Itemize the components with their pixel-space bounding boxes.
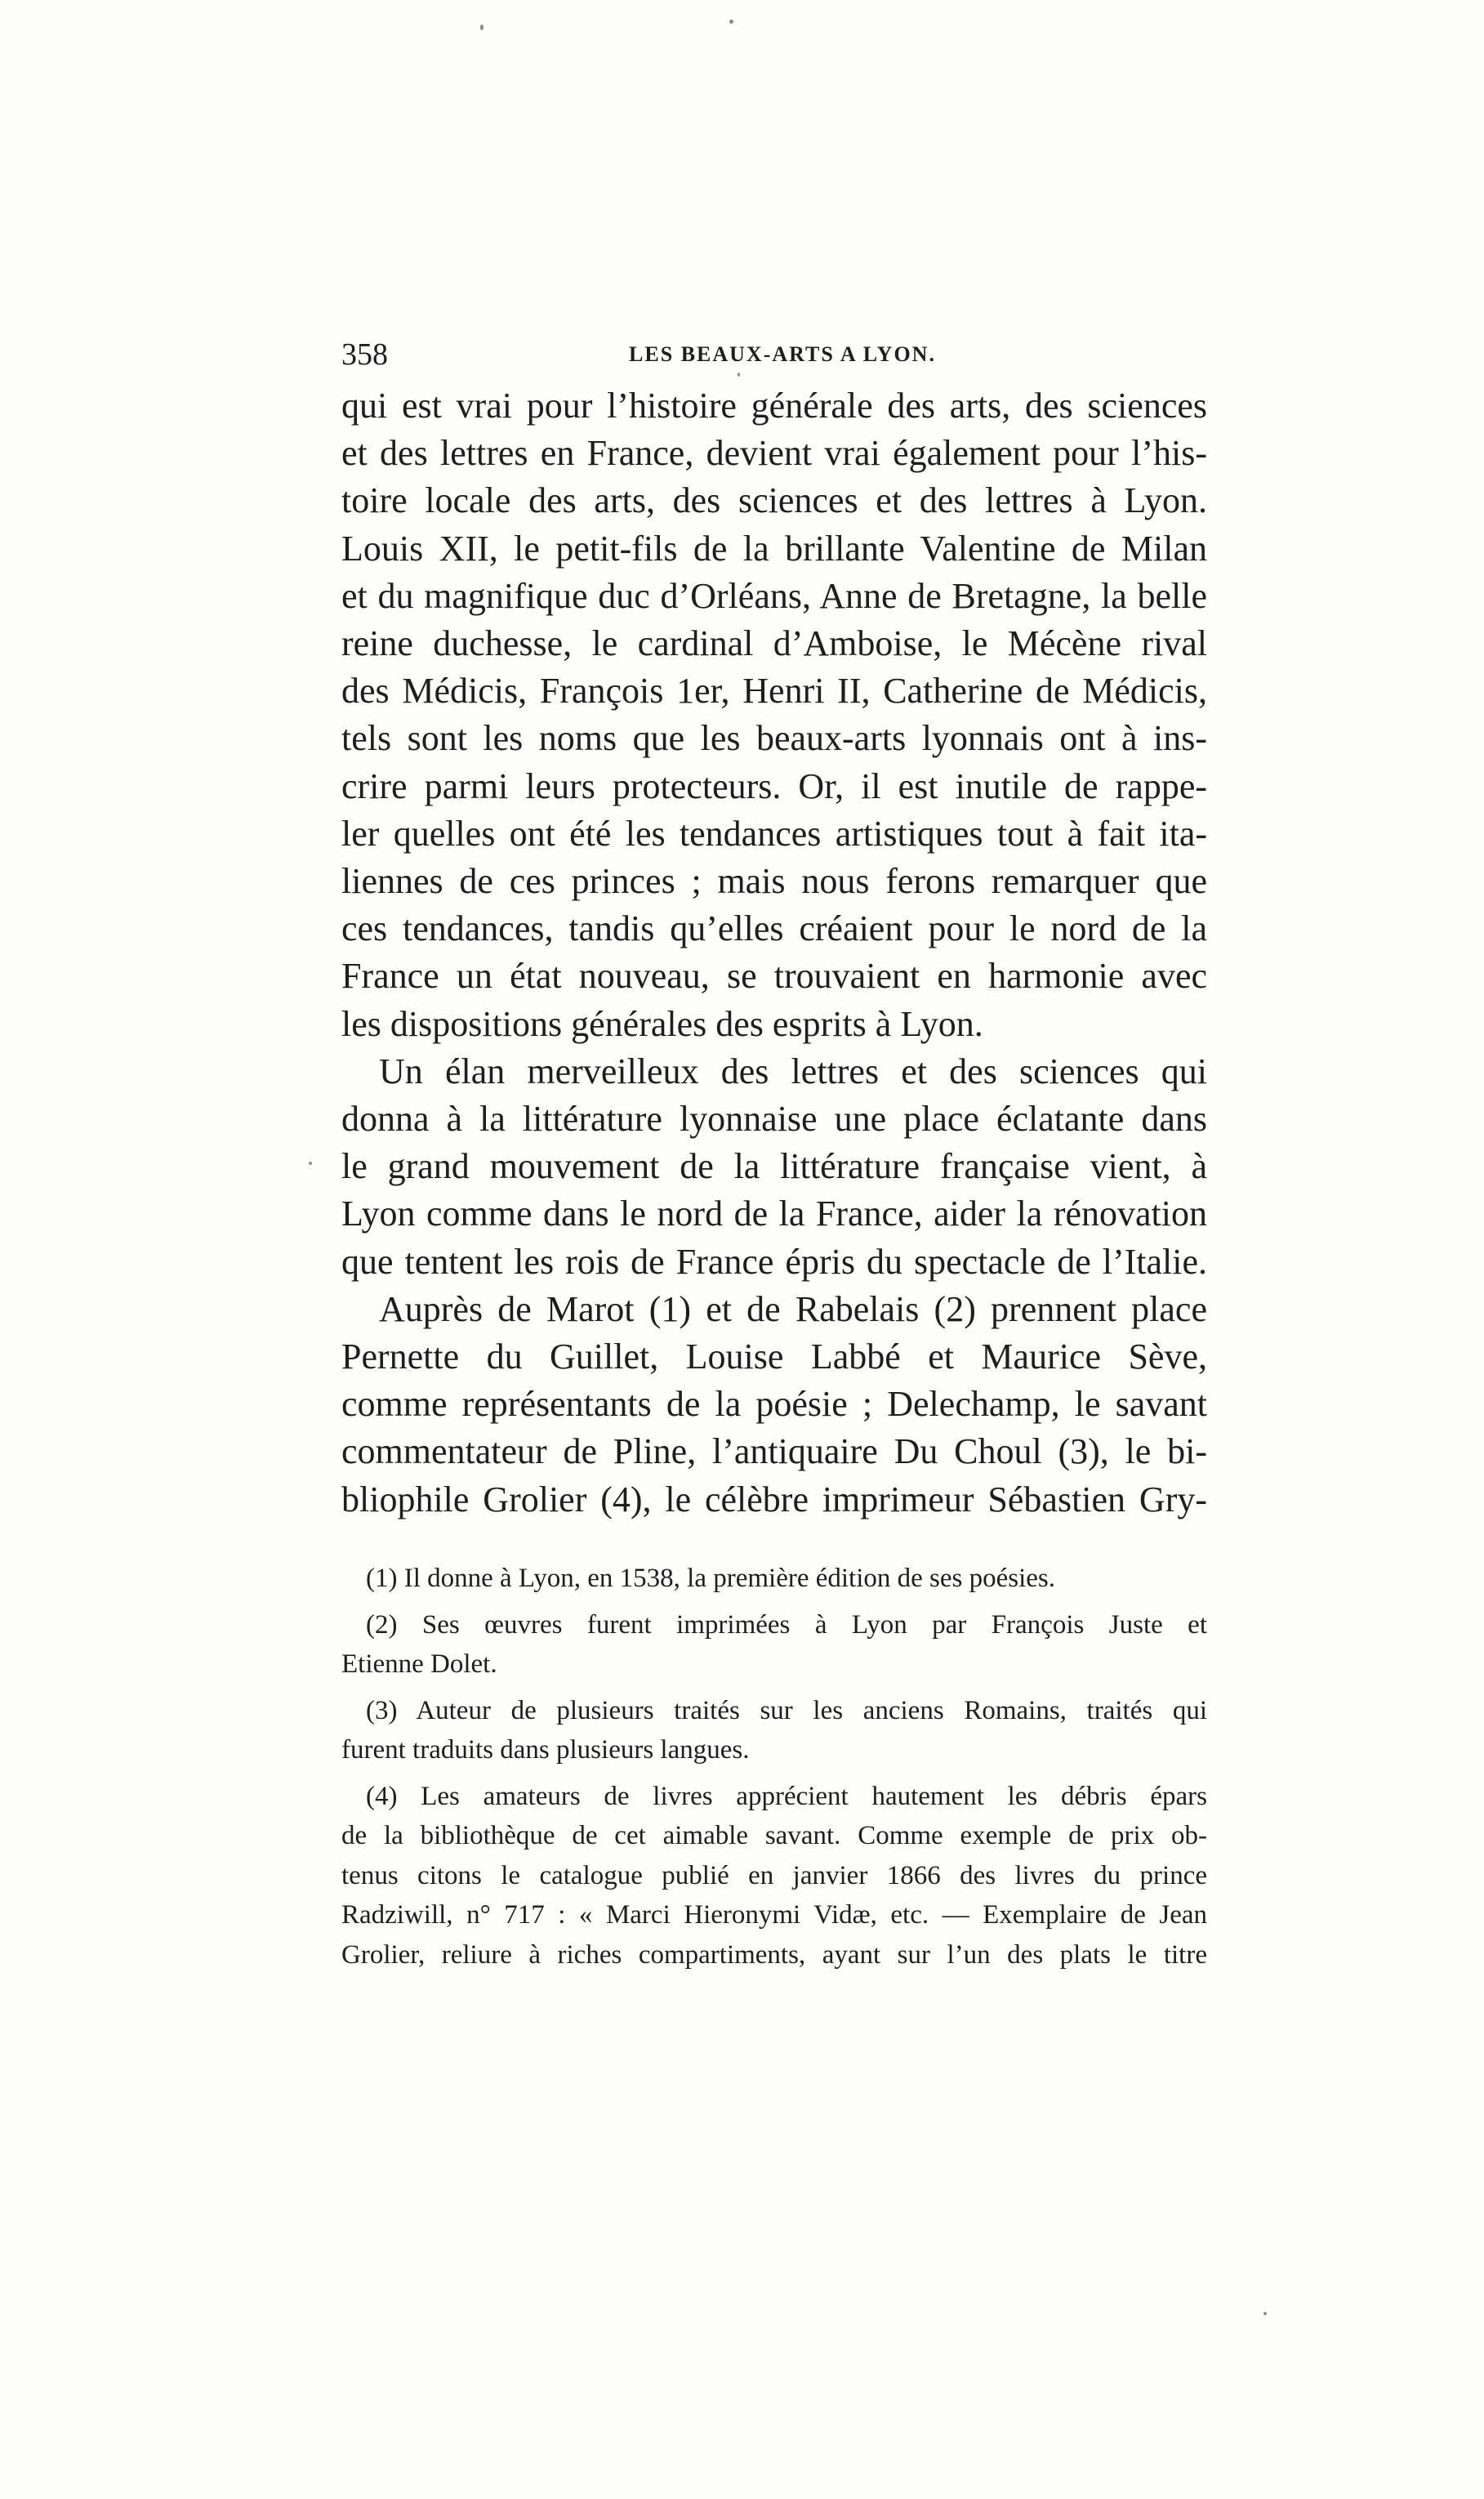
- text-line: qui est vrai pour l’histoire générale des arts, des sciences: [341, 386, 1207, 426]
- text-line: des Médicis, François 1er, Henri II, Catherine de Médicis,: [341, 671, 1207, 712]
- footnote-line: Radziwill, n° 717 : « Marci Hieronymi Vidæ, etc. — Exemplaire de Jean: [341, 1900, 1207, 1930]
- text-line: donna à la littérature lyonnaise une place éclatante dans: [341, 1099, 1207, 1140]
- scan-speck: [729, 20, 733, 24]
- footnote-line: furent traduits dans plusieurs langues.: [341, 1735, 750, 1765]
- text-line: que tentent les rois de France épris du spectacle de l’Italie.: [341, 1241, 1207, 1282]
- footnote-line: de la bibliothèque de cet aimable savant. Comme exemple de prix ob-: [341, 1821, 1207, 1850]
- text-line: ler quelles ont été les tendances artistiques tout à fait ita-: [341, 813, 1207, 854]
- footnote-line: (4) Les amateurs de livres apprécient hautement les débris épars: [366, 1781, 1207, 1811]
- paragraph: [341, 1048, 1207, 1286]
- footnote-gap: [341, 1770, 1207, 1777]
- scan-speck: [309, 1162, 312, 1165]
- text-line: Un élan merveilleux des lettres et des sciences qui: [379, 1051, 1207, 1091]
- text-line: tels sont les noms que les beaux-arts lyonnais ont à ins-: [341, 718, 1207, 759]
- text-line: liennes de ces princes ; mais nous ferons remarquer que: [341, 861, 1207, 902]
- text-line: ces tendances, tandis qu’elles créaient pour le nord de la: [341, 908, 1207, 949]
- text-line: comme représentants de la poésie ; Delechamp, le savant: [341, 1384, 1207, 1425]
- paragraph: [341, 382, 1207, 1048]
- footnote-line: Etienne Dolet.: [341, 1649, 497, 1679]
- text-line: et du magnifique duc d’Orléans, Anne de Bretagne, la belle: [341, 575, 1207, 616]
- paragraph: [341, 1286, 1207, 1524]
- page-header: [341, 333, 1223, 376]
- scan-speck: [480, 25, 484, 30]
- text-line: toire locale des arts, des sciences et des lettres à Lyon.: [341, 480, 1207, 521]
- text-line: Auprès de Marot (1) et de Rabelais (2) prennent place: [379, 1288, 1207, 1329]
- footnote-line: (1) Il donne à Lyon, en 1538, la première édition de ses poésies.: [366, 1564, 1056, 1593]
- text-line: le grand mouvement de la littérature française vient, à: [341, 1146, 1207, 1187]
- text-line: reine duchesse, le cardinal d’Amboise, le Mécène rival: [341, 623, 1207, 664]
- text-line: crire parmi leurs protecteurs. Or, il est inutile de rappe-: [341, 765, 1207, 806]
- text-line: et des lettres en France, devient vrai également pour l’his-: [341, 433, 1207, 474]
- scan-speck: [1263, 2312, 1267, 2315]
- body-text: [341, 382, 1207, 1524]
- footnote-gap: [341, 1685, 1207, 1691]
- footnotes: [341, 1559, 1207, 1975]
- footnote-line: Grolier, reliure à riches compartiments, ayant sur l’un des plats le titre: [341, 1939, 1207, 1970]
- footnote-gap: [341, 1599, 1207, 1605]
- text-line: France un état nouveau, se trouvaient en harmonie avec: [341, 956, 1207, 997]
- footnote-line: (2) Ses œuvres furent imprimées à Lyon par François Juste et: [366, 1609, 1207, 1640]
- text-line: bliophile Grolier (4), le célèbre imprimeur Sébastien Gry-: [341, 1479, 1207, 1519]
- text-line: Lyon comme dans le nord de la France, aider la rénovation: [341, 1194, 1207, 1234]
- text-line: Pernette du Guillet, Louise Labbé et Maurice Sève,: [341, 1337, 1207, 1377]
- running-title: LES BEAUX-ARTS A LYON.: [629, 342, 936, 366]
- footnote-line: (3) Auteur de plusieurs traités sur les anciens Romains, traités qui: [366, 1695, 1207, 1725]
- footnote-line: tenus citons le catalogue publié en janvier 1866 des livres du prince: [341, 1860, 1207, 1890]
- text-line: les dispositions générales des esprits à Lyon.: [341, 1003, 983, 1044]
- text-line: Louis XII, le petit-fils de la brillante Valentine de Milan: [341, 528, 1207, 569]
- page-number: 358: [341, 337, 388, 372]
- text-line: commentateur de Pline, l’antiquaire Du Choul (3), le bi-: [341, 1431, 1207, 1472]
